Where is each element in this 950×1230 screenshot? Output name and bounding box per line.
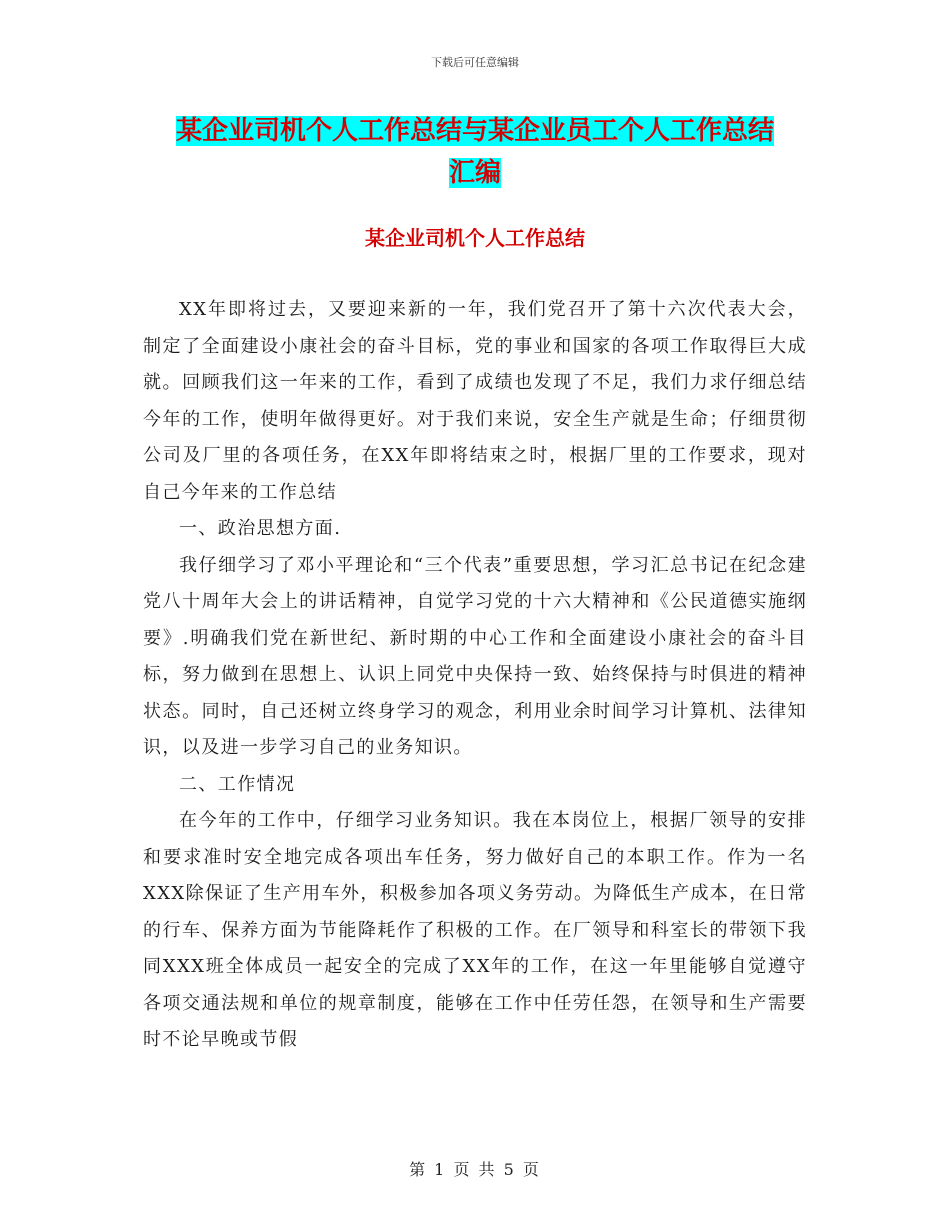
section-title: 某企业司机个人工作总结 bbox=[365, 226, 585, 250]
heading-work-situation: 二、工作情况 bbox=[179, 773, 296, 795]
paragraph-work-situation: 在今年的工作中，仔细学习业务知识。我在本岗位上，根据厂领导的安排和要求准时安全地完成各项出车任务，努力做好自己的本职工作。作为一名XXX除保证了生产用车外，积极参加各项义务劳动。为降低生产成本，在日常的行车、保养方面为节能降耗作了积极的工作。在厂领导和科室长的带领下我同XXX班全体成员一起安全的完成了XX年的工作，在这一年里能够自觉遵守各项交通法规和单位的规章制度，能够在工作中任劳任怨，在领导和生产需要时不论早晚或节假 bbox=[143, 810, 807, 1050]
header-note: 下载后可任意编辑 bbox=[431, 56, 519, 69]
document-body bbox=[143, 292, 807, 1059]
heading-political-thought: 一、政治思想方面. bbox=[179, 518, 342, 539]
paragraph-intro: XX年即将过去，又要迎来新的一年，我们党召开了第十六次代表大会，制定了全面建设小康社会的奋斗目标，党的事业和国家的各项工作取得巨大成就。回顾我们这一年来的工作，看到了成绩也发现了不足，我们力求仔细总结今年的工作，使明年做得更好。对于我们来说，安全生产就是生命；仔细贯彻公司及厂里的各项任务，在XX年即将结束之时，根据厂里的工作要求，现对自己今年来的工作总结 bbox=[143, 299, 807, 503]
title-line-1: 某企业司机个人工作总结与某企业员工个人工作总结 bbox=[175, 116, 774, 146]
page-footer: 第 1 页 共 5 页 bbox=[409, 1160, 541, 1179]
title-line-2: 汇编 bbox=[448, 158, 501, 188]
paragraph-political-thought: 我仔细学习了邓小平理论和“三个代表”重要思想，学习汇总书记在纪念建党八十周年大会上的讲话精神，自觉学习党的十六大精神和《公民道德实施纲要》.明确我们党在新世纪、新时期的中心工作和全面建设小康社会的奋斗目标，努力做到在思想上、认识上同党中央保持一致、始终保持与时俱进的精神状态。同时，自己还树立终身学习的观念，利用业余时间学习计算机、法律知识，以及进一步学习自己的业务知识。 bbox=[143, 554, 807, 758]
document-title bbox=[100, 110, 850, 194]
